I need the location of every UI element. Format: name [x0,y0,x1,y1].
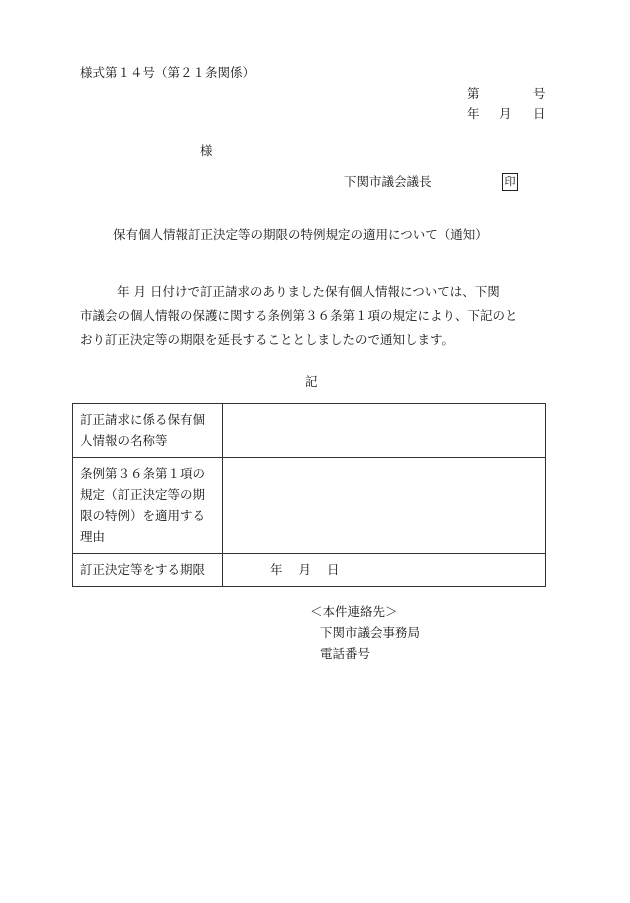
body-paragraph [80,280,550,352]
document-number-suffix: 号 [533,86,546,101]
row1-label-line2: 人情報の名称等 [80,433,168,448]
sender-name: 下関市議会議長 [344,174,432,189]
form-number: 様式第１４号（第２１条関係） [80,65,256,80]
date-year: 年 [467,106,480,121]
date-month: 月 [499,106,512,121]
row2-label-line1: 条例第３６条第１項の [80,466,206,481]
ki-heading: 記 [305,374,318,389]
addressee-honorific: 様 [200,143,213,158]
body-line-3: おり訂正決定等の期限を延長することとしましたので通知します。 [80,332,455,347]
body-line-1: 年 月 日付けで訂正請求のありました保有個人情報については、下関 [117,284,500,299]
row2-label-line2: 規定（訂正決定等の期 [80,487,206,502]
deadline-month: 月 [298,562,312,577]
row1-label-line1: 訂正請求に係る保有個 [80,412,206,427]
contact-heading: ＜本件連絡先＞ [310,604,398,619]
row1-label [73,404,223,458]
body-line-2: 市議会の個人情報の保護に関する条例第３６条第１項の規定により、下記のと [80,308,518,323]
deadline-day: 日 [327,562,340,577]
row2-label [73,458,223,554]
contact-block [310,601,420,664]
document-title: 保有個人情報訂正決定等の期限の特例規定の適用について（通知） [113,227,488,242]
row2-label-line4: 理由 [80,529,106,544]
row2-label-line3: 限の特例）を適用する [80,508,206,523]
seal-stamp-box: 印 [502,173,518,191]
row2-value [223,458,546,554]
table-row [73,554,546,587]
row3-value [223,554,546,587]
document-number-prefix: 第 [467,86,480,101]
row3-label: 訂正決定等をする期限 [73,554,223,587]
contact-office: 下関市議会事務局 [320,625,421,640]
deadline-date [230,559,539,580]
deadline-year: 年 [270,562,283,577]
table-row [73,404,546,458]
record-table [72,403,546,587]
table-row [73,458,546,554]
contact-phone-label: 電話番号 [320,646,371,661]
row1-value [223,404,546,458]
date-day: 日 [533,106,546,121]
